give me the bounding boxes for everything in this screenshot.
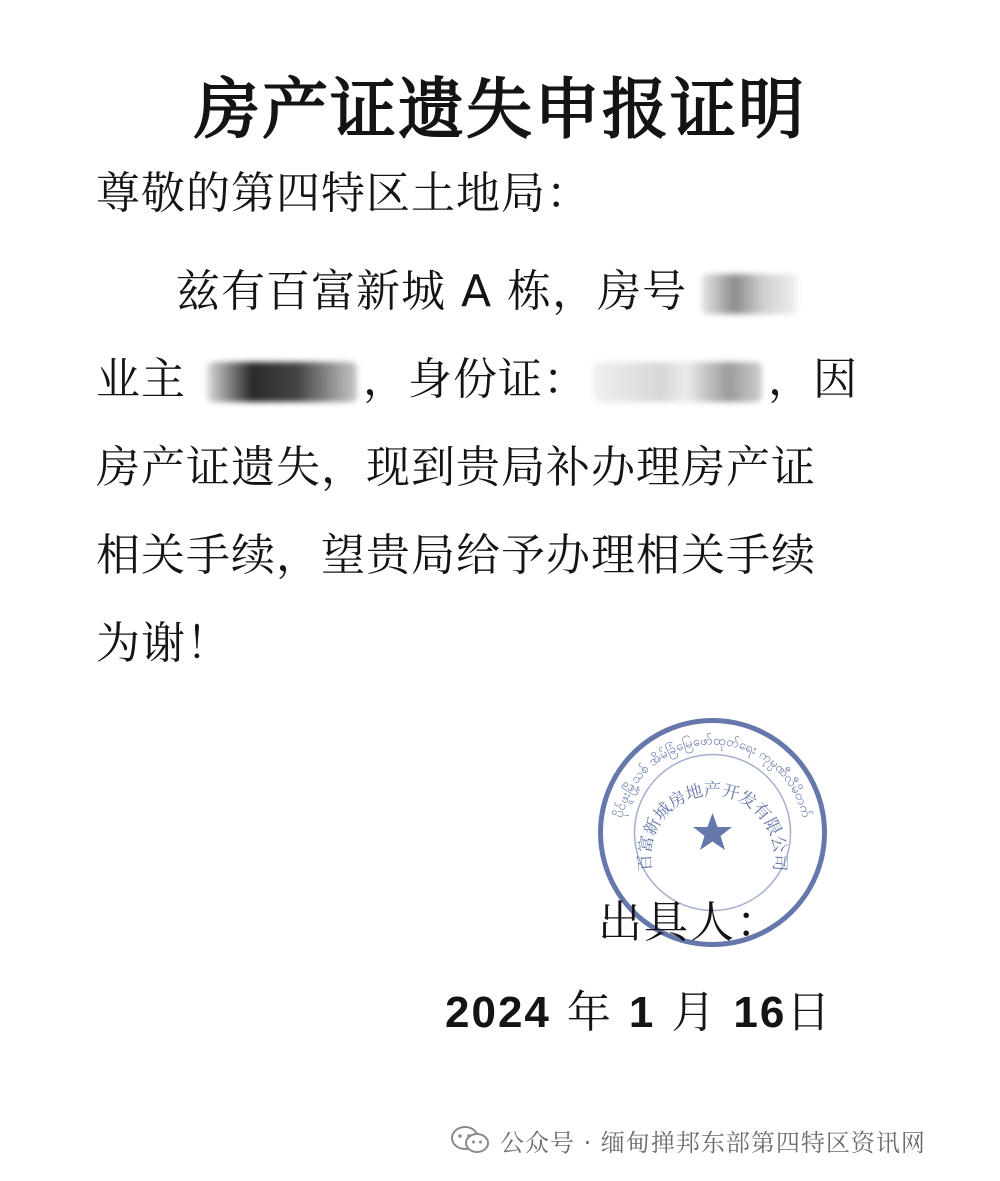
date-year: 2024 xyxy=(445,988,551,1037)
date-month-unit: 月 xyxy=(671,987,718,1038)
salutation: 尊敬的第四特区土地局： xyxy=(96,168,591,219)
watermark xyxy=(450,1120,926,1160)
body-line-2 xyxy=(96,352,858,408)
date-day: 16 xyxy=(733,988,787,1037)
redacted-owner-name xyxy=(207,362,357,402)
body-line-1 xyxy=(176,264,797,320)
redacted-room-number xyxy=(701,274,797,314)
body-line-1-text: 兹有百富新城 A 栋，房号 xyxy=(176,266,688,317)
body-line-3: 房产证遗失，现到贵局补办理房产证 xyxy=(96,442,816,493)
date-day-unit: 日 xyxy=(786,987,833,1038)
owner-label: 业主 xyxy=(96,354,186,405)
date-year-unit: 年 xyxy=(566,987,613,1038)
body-line-4: 相关手续，望贵局给予办理相关手续 xyxy=(96,530,816,581)
id-label: ，身份证： xyxy=(363,354,588,405)
seal-outer-text: ပိုင်ဖူးမြို့သစ် အိမ်ခြံမြေဖော်ထုတ်ရေး ကုမ္ပဏီလီမိတက် xyxy=(611,733,814,820)
seal-star-icon xyxy=(693,813,732,850)
body-line-5: 为谢！ xyxy=(96,618,231,669)
wechat-icon xyxy=(450,1125,490,1155)
watermark-text: 公众号 · 缅甸掸邦东部第四特区资讯网 xyxy=(500,1128,926,1157)
document-date xyxy=(445,985,832,1041)
redacted-id-number xyxy=(594,362,762,402)
signer-label: 出具人： xyxy=(598,897,782,948)
document-title: 房产证遗失申报证明 xyxy=(194,71,806,148)
date-month: 1 xyxy=(628,988,656,1037)
seal-inner-text: 百富新城房地产开发有限公司 xyxy=(635,780,790,872)
body-line-2-suffix: ，因 xyxy=(768,354,858,405)
